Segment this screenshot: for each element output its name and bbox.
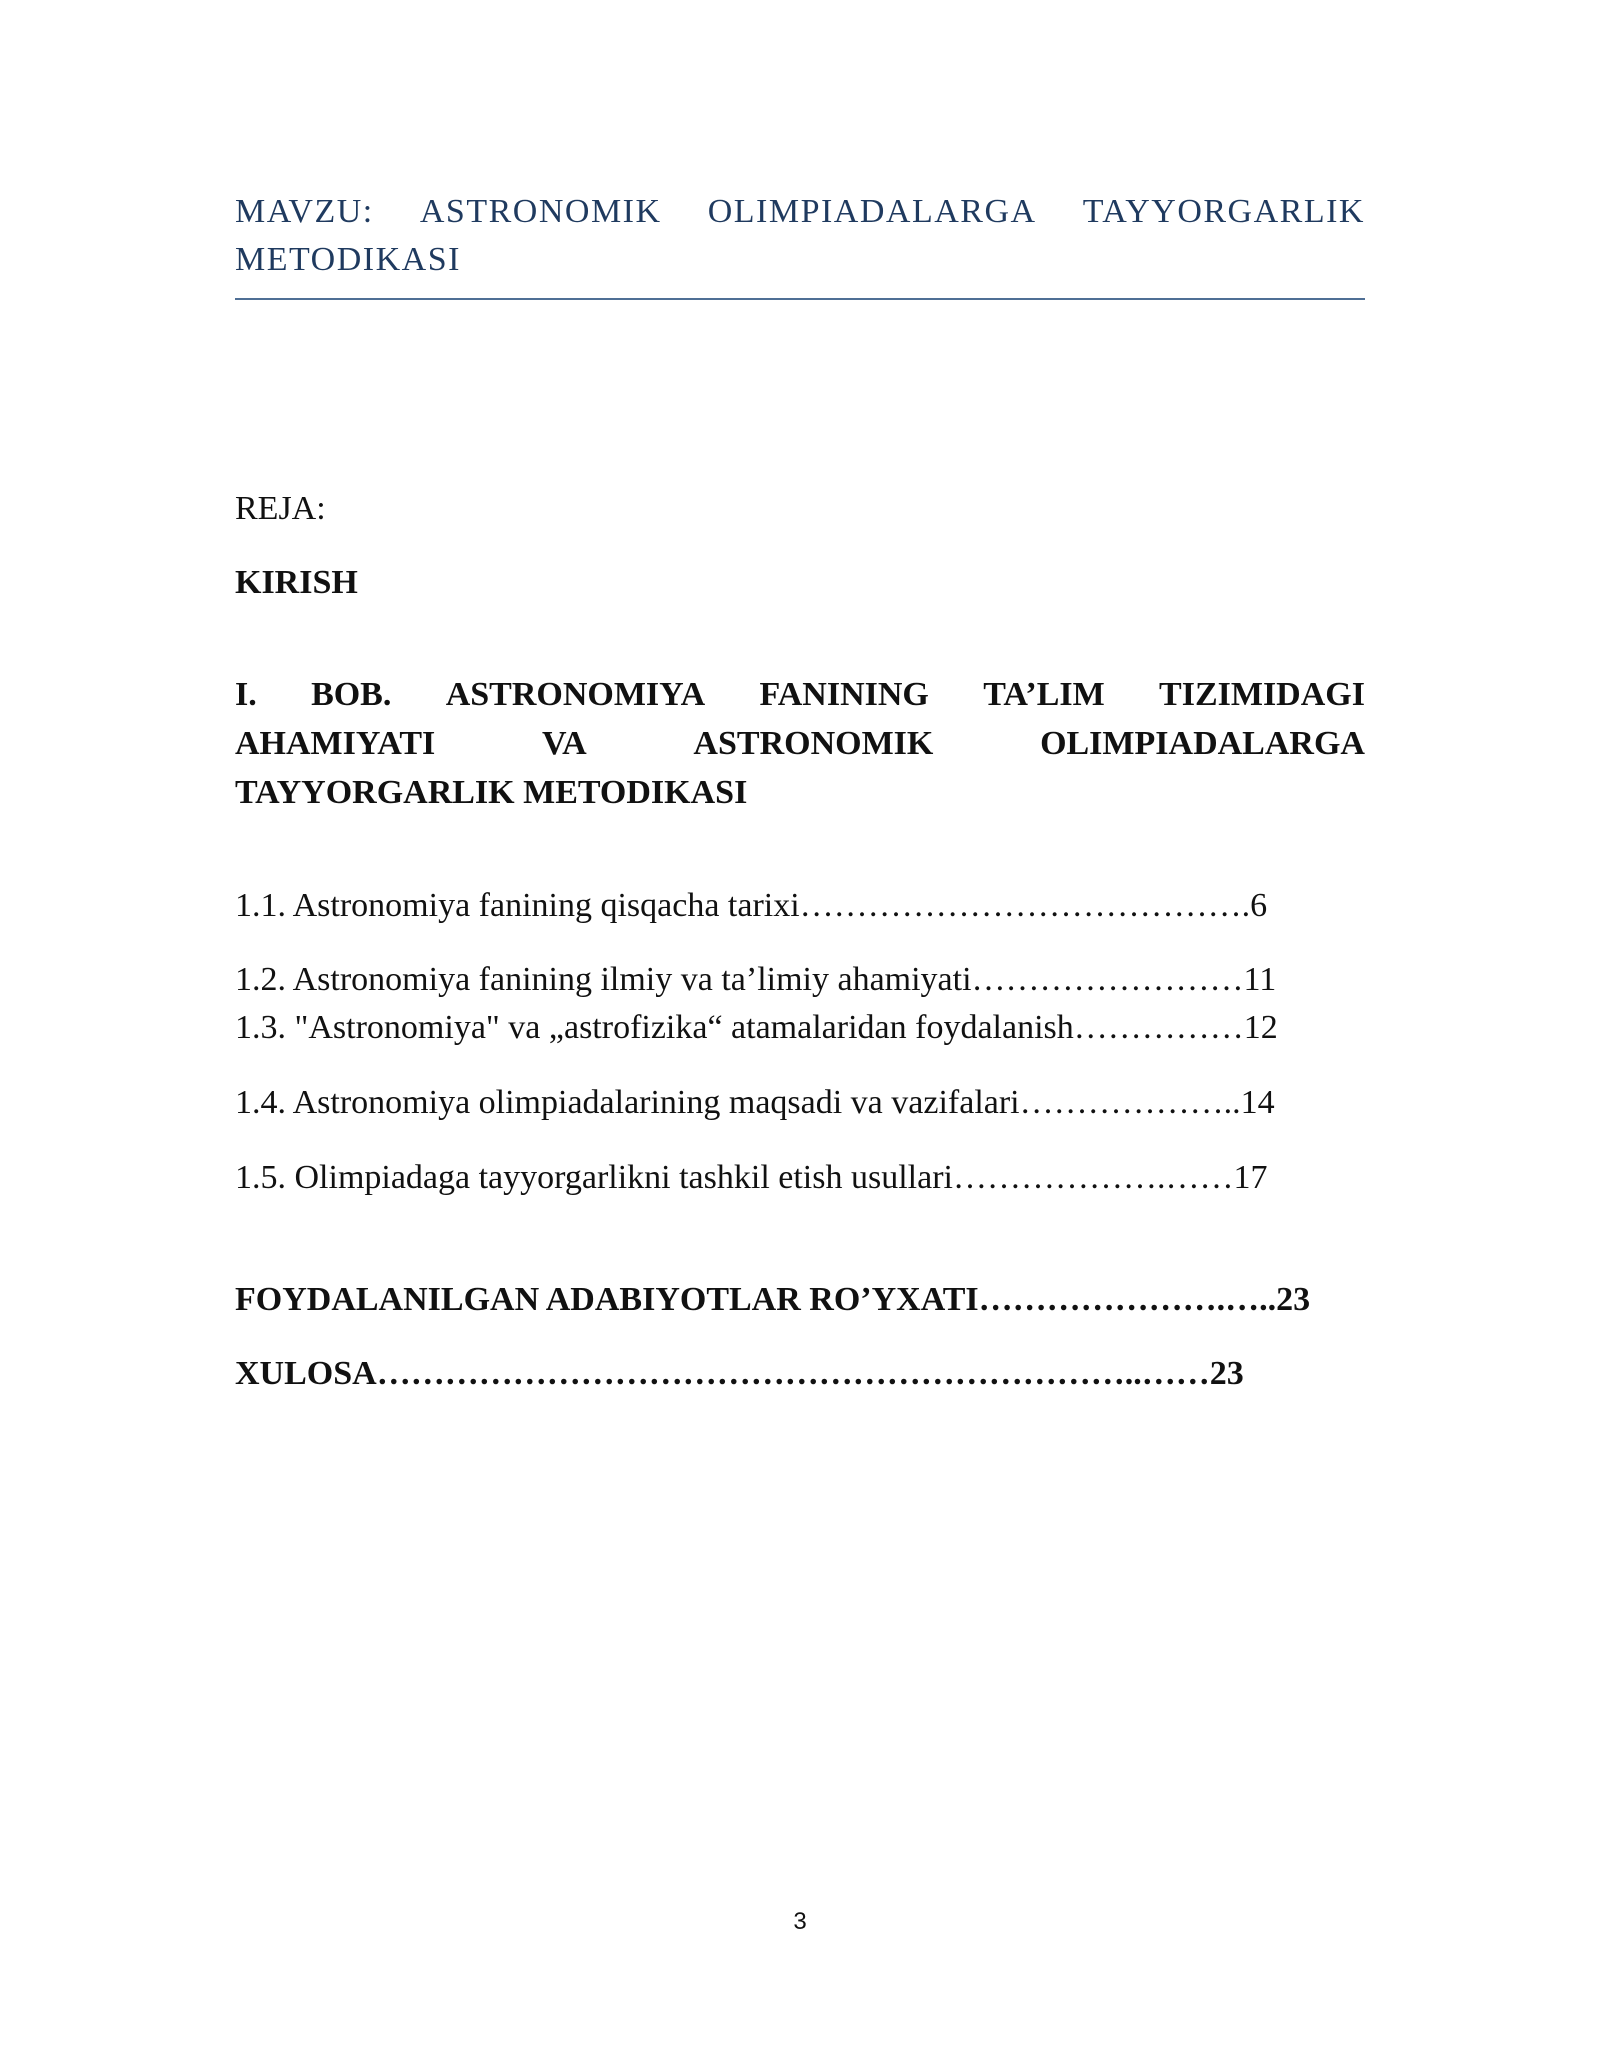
chapter-line-2 (235, 719, 1365, 768)
toc-item-1-2: 1.2. Astronomiya fanining ilmiy va ta’limiy ahamiyati……………………11 (235, 961, 1277, 998)
toc-item-1-3: 1.3. "Astronomiya" va „astrofizika“ atamalaridan foydalanish……………12 (235, 1009, 1278, 1046)
toc-item-1-5: 1.5. Olimpiadaga tayyorgarlikni tashkil etish usullari……………….……17 (235, 1159, 1268, 1196)
chapter-line-3: TAYYORGARLIK METODIKASI (235, 774, 748, 811)
chapter-word: ASTRONOMIYA (445, 676, 706, 713)
document-title (235, 188, 1365, 300)
chapter-word: AHAMIYATI (235, 725, 436, 762)
toc-references: FOYDALANILGAN ADABIYOTLAR RO’YXATI………………….…..23 (235, 1281, 1311, 1318)
toc-conclusion: XULOSA…………………………………………………………..……23 (235, 1355, 1244, 1392)
chapter-word: TA’LIM (983, 676, 1105, 713)
chapter-heading (235, 670, 1365, 817)
title-word: TAYYORGARLIK (1082, 193, 1365, 230)
chapter-word: VA (541, 725, 587, 762)
toc-item-1-4: 1.4. Astronomiya olimpiadalarining maqsadi va vazifalari………………..14 (235, 1084, 1275, 1121)
plan-heading: REJA: (235, 490, 326, 527)
chapter-word: OLIMPIADALARGA (1040, 725, 1365, 762)
chapter-word: BOB. (311, 676, 392, 713)
page-number: 3 (793, 1908, 807, 1935)
chapter-word: I. (235, 676, 257, 713)
toc-item-1-1: 1.1. Astronomiya fanining qisqacha tarixi………………………………….6 (235, 887, 1268, 924)
title-line-1 (235, 188, 1365, 236)
chapter-line-1 (235, 670, 1365, 719)
title-line-2: METODIKASI (235, 241, 461, 278)
title-word: ASTRONOMIK (419, 193, 662, 230)
title-word: OLIMPIADALARGA (707, 193, 1037, 230)
chapter-word: ASTRONOMIK (693, 725, 934, 762)
title-word: MAVZU: (235, 193, 374, 230)
introduction-heading: KIRISH (235, 564, 358, 601)
chapter-word: FANINING (759, 676, 929, 713)
chapter-word: TIZIMIDAGI (1159, 676, 1365, 713)
